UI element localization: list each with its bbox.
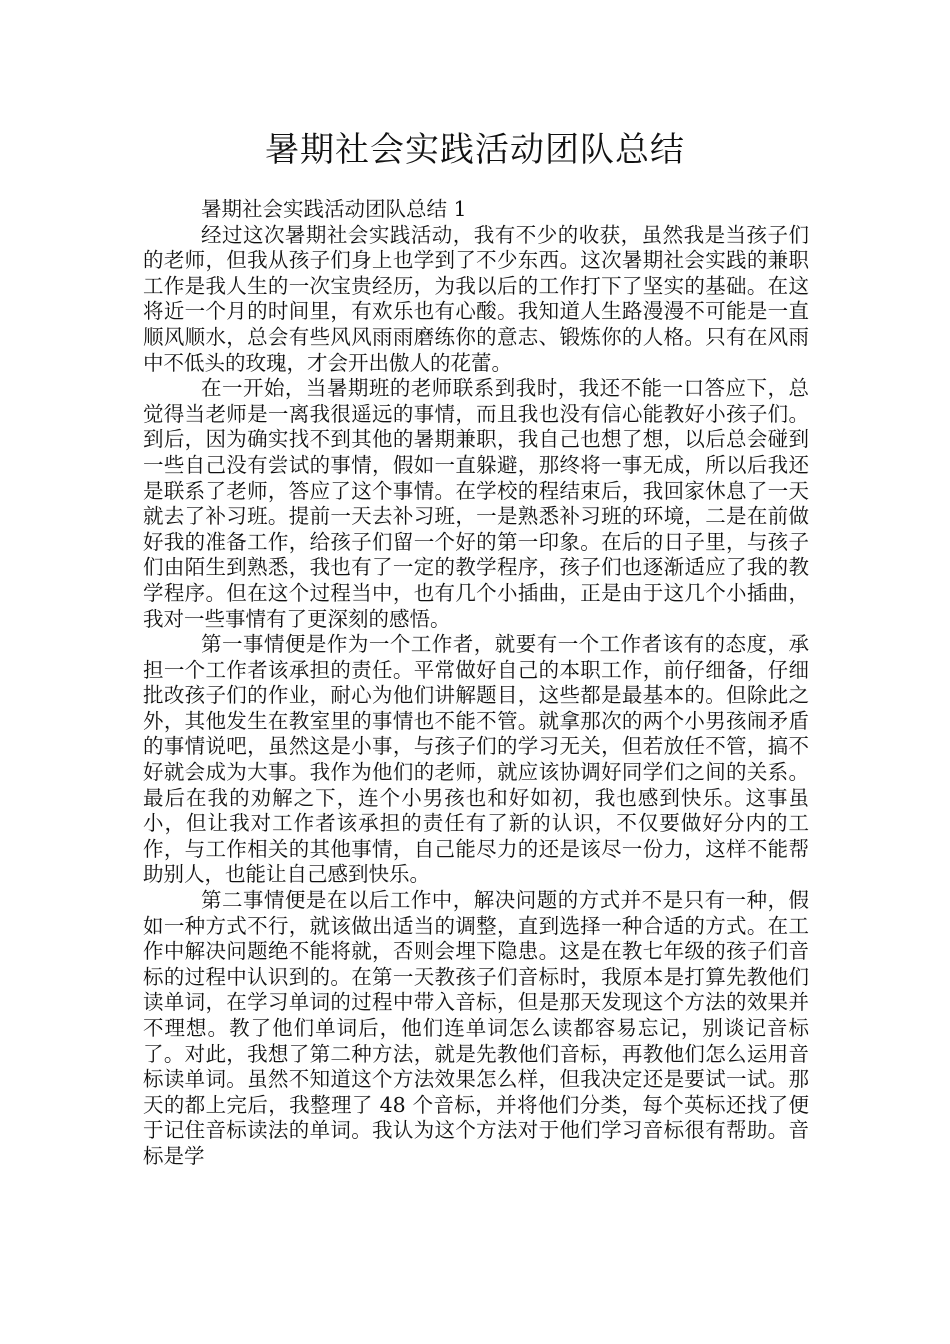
paragraph-4: 第二事情便是在以后工作中，解决问题的方式并不是只有一种，假如一种方式不行，就该做出适当的调整，直到选择一种合适的方式。在工作中解决问题绝不能将就，否则会埋下隐患。这是在教七年级的孩子们音标的过程中认识到的。在第一天教孩子们音标时，我原本是打算先教他们读单词，在学习单词的过程中带入音标，但是那天发现这个方法的效果并不理想。教了他们单词后，他们连单词怎么读都容易忘记，别谈记音标了。对此，我想了第二种方法，就是先教他们音标，再教他们怎么运用音标读单词。虽然不知道这个方法效果怎么样，但我决定还是要试一试。那天的都上完后，我整理了 48 个音标，并将他们分类，每个英标还找了便于记住音标读法的单词。我认为这个方法对于他们学习音标很有帮助。音标是学 bbox=[143, 888, 809, 1168]
document-body bbox=[143, 197, 809, 1170]
paragraph-2: 在一开始，当暑期班的老师联系到我时，我还不能一口答应下，总觉得当老师是一离我很遥远的事情，而且我也没有信心能教好小孩子们。到后，因为确实找不到其他的暑期兼职，我自己也想了想，以后总会碰到一些自己没有尝试的事情，假如一直躲避，那终将一事无成，所以后我还是联系了老师，答应了这个事情。在学校的程结束后，我回家休息了一天就去了补习班。提前一天去补习班，一是熟悉补习班的环境，二是在前做好我的准备工作，给孩子们留一个好的第一印象。在后的日子里，与孩子们由陌生到熟悉，我也有了一定的教学程序，孩子们也逐渐适应了我的教学程序。但在这个过程当中，也有几个小插曲，正是由于这几个小插曲，我对一些事情有了更深刻的感悟。 bbox=[143, 376, 809, 631]
section-heading: 暑期社会实践活动团队总结 1 bbox=[201, 197, 467, 221]
document-title: 暑期社会实践活动团队总结 bbox=[265, 130, 685, 170]
paragraph-1: 经过这次暑期社会实践活动，我有不少的收获，虽然我是当孩子们的老师，但我从孩子们身上也学到了不少东西。这次暑期社会实践的兼职工作是我人生的一次宝贵经历，为我以后的工作打下了坚实的基础。在这将近一个月的时间里，有欢乐也有心酸。我知道人生路漫漫不可能是一直顺风顺水，总会有些风风雨雨磨练你的意志、锻炼你的人格。只有在风雨中不低头的玫瑰，才会开出傲人的花蕾。 bbox=[143, 222, 809, 375]
paragraph-3: 第一事情便是作为一个工作者，就要有一个工作者该有的态度，承担一个工作者该承担的责任。平常做好自己的本职工作，前仔细备，仔细批改孩子们的作业，耐心为他们讲解题目，这些都是最基本的。但除此之外，其他发生在教室里的事情也不能不管。就拿那次的两个小男孩闹矛盾的事情说吧，虽然这是小事，与孩子们的学习无关，但若放任不管，搞不好就会成为大事。我作为他们的老师，就应该协调好同学们之间的关系。最后在我的劝解之下，连个小男孩也和好如初，我也感到快乐。这事虽小，但让我对工作者该承担的责任有了新的认识，不仅要做好分内的工作，与工作相关的其他事情，自己能尽力的还是该尽一份力，这样不能帮助别人，也能让自己感到快乐。 bbox=[143, 632, 809, 887]
